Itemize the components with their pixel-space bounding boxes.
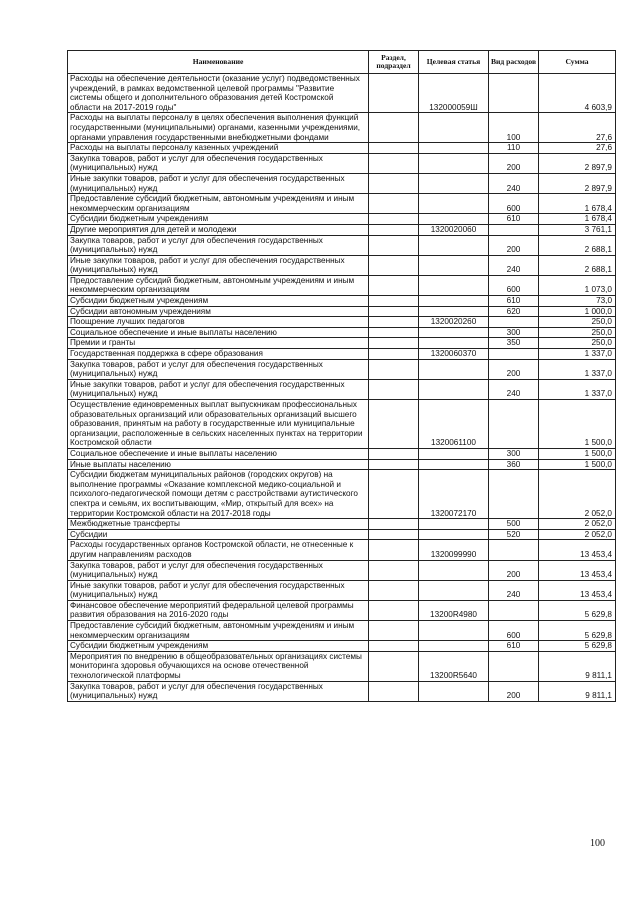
cell-section: [369, 400, 419, 449]
cell-section: [369, 560, 419, 580]
table-row: [68, 275, 616, 295]
cell-kind: 500: [489, 519, 539, 530]
table-body: [68, 74, 616, 702]
cell-section: [369, 224, 419, 235]
cell-name: Расходы на выплаты персоналу казенных учреждений: [68, 143, 369, 154]
table-row: [68, 74, 616, 113]
cell-sum: 1 073,0: [539, 275, 616, 295]
cell-kind: 200: [489, 681, 539, 701]
table-row: [68, 143, 616, 154]
cell-sum: 2 052,0: [539, 470, 616, 519]
cell-section: [369, 338, 419, 349]
cell-name: Закупка товаров, работ и услуг для обеспечения государственных (муниципальных) нужд: [68, 235, 369, 255]
cell-kind: [489, 470, 539, 519]
cell-name: Субсидии бюджетам муниципальных районов (городских округов) на выполнение программы «Оказание комплексной медико-социальной и психолого-педагогической помощи детям с расстройствами аутистического спектра и семьям, их воспитывающим, «Мир, открытый для всех» на территории Костромской области на 2017-2018 годы: [68, 470, 369, 519]
header-section: Раздел, подраздел: [369, 51, 419, 74]
cell-sum: 1 678,4: [539, 214, 616, 225]
cell-target: [419, 560, 489, 580]
cell-sum: 250,0: [539, 338, 616, 349]
cell-sum: 27,6: [539, 113, 616, 143]
cell-name: Субсидии бюджетным учреждениям: [68, 214, 369, 225]
cell-kind: 610: [489, 214, 539, 225]
cell-sum: 13 453,4: [539, 560, 616, 580]
cell-name: Предоставление субсидий бюджетным, автономным учреждениям и иным некоммерческим организациям: [68, 621, 369, 641]
table-row: [68, 400, 616, 449]
table-row: [68, 194, 616, 214]
cell-section: [369, 327, 419, 338]
cell-target: [419, 235, 489, 255]
cell-sum: 9 811,1: [539, 651, 616, 681]
cell-sum: 1 337,0: [539, 349, 616, 360]
cell-section: [369, 529, 419, 540]
cell-sum: 73,0: [539, 296, 616, 307]
cell-kind: 600: [489, 621, 539, 641]
cell-sum: 1 500,0: [539, 459, 616, 470]
cell-target: [419, 255, 489, 275]
cell-section: [369, 306, 419, 317]
cell-sum: 1 337,0: [539, 359, 616, 379]
cell-sum: 250,0: [539, 317, 616, 328]
cell-sum: 1 500,0: [539, 448, 616, 459]
cell-section: [369, 173, 419, 193]
table-row: [68, 235, 616, 255]
table-row: [68, 681, 616, 701]
cell-kind: [489, 224, 539, 235]
cell-sum: 9 811,1: [539, 681, 616, 701]
cell-sum: 13 453,4: [539, 580, 616, 600]
cell-name: Субсидии бюджетным учреждениям: [68, 641, 369, 652]
cell-name: Предоставление субсидий бюджетным, автономным учреждениям и иным некоммерческим организациям: [68, 194, 369, 214]
cell-sum: 250,0: [539, 327, 616, 338]
table-row: [68, 651, 616, 681]
cell-sum: 13 453,4: [539, 540, 616, 560]
cell-name: Другие мероприятия для детей и молодежи: [68, 224, 369, 235]
cell-sum: 27,6: [539, 143, 616, 154]
cell-sum: 1 500,0: [539, 400, 616, 449]
cell-sum: 3 761,1: [539, 224, 616, 235]
cell-name: Субсидии: [68, 529, 369, 540]
cell-target: [419, 580, 489, 600]
header-kind: Вид расходов: [489, 51, 539, 74]
cell-section: [369, 74, 419, 113]
cell-name: Осуществление единовременных выплат выпускникам профессиональных образовательных организаций или образовательных организаций высшего образования, принятым на работу в государственные или муниципальные организации, расположенные в сельских населенных пунктах на территории Костромской области: [68, 400, 369, 449]
table-row: [68, 529, 616, 540]
cell-name: Закупка товаров, работ и услуг для обеспечения государственных (муниципальных) нужд: [68, 153, 369, 173]
cell-section: [369, 214, 419, 225]
cell-kind: 600: [489, 275, 539, 295]
cell-target: [419, 459, 489, 470]
cell-section: [369, 519, 419, 530]
table-row: [68, 327, 616, 338]
cell-name: Иные закупки товаров, работ и услуг для обеспечения государственных (муниципальных) нужд: [68, 173, 369, 193]
cell-section: [369, 379, 419, 399]
cell-name: Расходы государственных органов Костромской области, не отнесенные к другим направлениям расходов: [68, 540, 369, 560]
cell-target: [419, 529, 489, 540]
cell-target: 13200R5640: [419, 651, 489, 681]
cell-section: [369, 143, 419, 154]
cell-section: [369, 235, 419, 255]
table-row: [68, 379, 616, 399]
cell-name: Поощрение лучших педагогов: [68, 317, 369, 328]
table-row: [68, 459, 616, 470]
cell-section: [369, 641, 419, 652]
cell-section: [369, 349, 419, 360]
table-row: [68, 113, 616, 143]
cell-name: Закупка товаров, работ и услуг для обеспечения государственных (муниципальных) нужд: [68, 560, 369, 580]
cell-target: [419, 113, 489, 143]
cell-target: 1320061100: [419, 400, 489, 449]
cell-kind: [489, 317, 539, 328]
table-row: [68, 317, 616, 328]
cell-target: [419, 338, 489, 349]
header-sum: Сумма: [539, 51, 616, 74]
cell-name: Премии и гранты: [68, 338, 369, 349]
cell-sum: 5 629,8: [539, 641, 616, 652]
cell-kind: [489, 400, 539, 449]
cell-section: [369, 459, 419, 470]
cell-name: Предоставление субсидий бюджетным, автономным учреждениям и иным некоммерческим организациям: [68, 275, 369, 295]
cell-section: [369, 153, 419, 173]
table-row: [68, 306, 616, 317]
cell-target: 13200R4980: [419, 600, 489, 620]
cell-section: [369, 580, 419, 600]
cell-kind: 240: [489, 173, 539, 193]
cell-kind: 610: [489, 296, 539, 307]
cell-target: [419, 641, 489, 652]
cell-target: [419, 214, 489, 225]
cell-name: Субсидии автономным учреждениям: [68, 306, 369, 317]
cell-name: Расходы на обеспечение деятельности (оказание услуг) подведомственных учреждений, в рамках ведомственной целевой программы "Развитие системы общего и дополнительного образования детей Костромской области на 2017-2019 годы": [68, 74, 369, 113]
cell-target: [419, 681, 489, 701]
cell-name: Межбюджетные трансферты: [68, 519, 369, 530]
cell-sum: 4 603,9: [539, 74, 616, 113]
table-row: [68, 621, 616, 641]
header-name: Наименование: [68, 51, 369, 74]
table-row: [68, 338, 616, 349]
cell-name: Субсидии бюджетным учреждениям: [68, 296, 369, 307]
cell-kind: 200: [489, 235, 539, 255]
table-row: [68, 580, 616, 600]
cell-target: 132000059Ш: [419, 74, 489, 113]
cell-target: [419, 519, 489, 530]
cell-kind: [489, 540, 539, 560]
cell-name: Иные выплаты населению: [68, 459, 369, 470]
cell-section: [369, 317, 419, 328]
table-row: [68, 224, 616, 235]
cell-section: [369, 113, 419, 143]
cell-section: [369, 296, 419, 307]
cell-section: [369, 359, 419, 379]
cell-name: Расходы на выплаты персоналу в целях обеспечения выполнения функций государственными (муниципальными) органами, казенными учреждениями, органами управления государственными внебюджетными фондами: [68, 113, 369, 143]
cell-target: [419, 448, 489, 459]
cell-target: 1320099990: [419, 540, 489, 560]
header-target: Целевая статья: [419, 51, 489, 74]
table-row: [68, 349, 616, 360]
cell-name: Иные закупки товаров, работ и услуг для обеспечения государственных (муниципальных) нужд: [68, 379, 369, 399]
cell-kind: 620: [489, 306, 539, 317]
cell-section: [369, 540, 419, 560]
cell-kind: 200: [489, 359, 539, 379]
cell-section: [369, 681, 419, 701]
cell-section: [369, 275, 419, 295]
cell-name: Мероприятия по внедрению в общеобразовательных организациях системы мониторинга здоровья обучающихся на основе отечественной технологической платформы: [68, 651, 369, 681]
cell-name: Социальное обеспечение и иные выплаты населению: [68, 327, 369, 338]
cell-target: [419, 306, 489, 317]
cell-name: Закупка товаров, работ и услуг для обеспечения государственных (муниципальных) нужд: [68, 681, 369, 701]
cell-kind: 240: [489, 379, 539, 399]
cell-target: [419, 379, 489, 399]
page-number: 100: [590, 838, 605, 849]
cell-target: 1320020060: [419, 224, 489, 235]
cell-sum: 2 688,1: [539, 255, 616, 275]
cell-section: [369, 448, 419, 459]
cell-section: [369, 255, 419, 275]
cell-kind: [489, 600, 539, 620]
table-row: [68, 560, 616, 580]
cell-kind: [489, 651, 539, 681]
cell-kind: 110: [489, 143, 539, 154]
cell-kind: 520: [489, 529, 539, 540]
cell-target: [419, 359, 489, 379]
cell-section: [369, 621, 419, 641]
table-row: [68, 173, 616, 193]
cell-kind: 200: [489, 560, 539, 580]
cell-name: Социальное обеспечение и иные выплаты населению: [68, 448, 369, 459]
cell-kind: 350: [489, 338, 539, 349]
cell-section: [369, 194, 419, 214]
cell-name: Иные закупки товаров, работ и услуг для обеспечения государственных (муниципальных) нужд: [68, 255, 369, 275]
table-row: [68, 214, 616, 225]
table-row: [68, 519, 616, 530]
cell-sum: 1 337,0: [539, 379, 616, 399]
cell-section: [369, 651, 419, 681]
cell-target: [419, 143, 489, 154]
cell-kind: 300: [489, 448, 539, 459]
cell-target: [419, 153, 489, 173]
cell-target: 1320060370: [419, 349, 489, 360]
table-row: [68, 540, 616, 560]
cell-name: Государственная поддержка в сфере образования: [68, 349, 369, 360]
cell-name: Финансовое обеспечение мероприятий федеральной целевой программы развития образования на 2016-2020 годы: [68, 600, 369, 620]
cell-section: [369, 600, 419, 620]
cell-target: [419, 296, 489, 307]
cell-target: [419, 194, 489, 214]
cell-target: 1320020260: [419, 317, 489, 328]
cell-kind: 240: [489, 255, 539, 275]
table-row: [68, 359, 616, 379]
cell-target: [419, 327, 489, 338]
cell-kind: 300: [489, 327, 539, 338]
cell-name: Иные закупки товаров, работ и услуг для обеспечения государственных (муниципальных) нужд: [68, 580, 369, 600]
cell-sum: 2 897,9: [539, 153, 616, 173]
cell-section: [369, 470, 419, 519]
cell-kind: 360: [489, 459, 539, 470]
cell-kind: [489, 349, 539, 360]
table-row: [68, 641, 616, 652]
cell-sum: 5 629,8: [539, 621, 616, 641]
table-row: [68, 255, 616, 275]
cell-target: [419, 621, 489, 641]
cell-sum: 2 897,9: [539, 173, 616, 193]
cell-kind: 240: [489, 580, 539, 600]
cell-kind: 610: [489, 641, 539, 652]
table-row: [68, 153, 616, 173]
cell-target: [419, 173, 489, 193]
cell-target: [419, 275, 489, 295]
cell-kind: [489, 74, 539, 113]
cell-sum: 2 052,0: [539, 519, 616, 530]
cell-sum: 2 688,1: [539, 235, 616, 255]
table-header-row: [68, 51, 616, 74]
cell-sum: 1 000,0: [539, 306, 616, 317]
cell-sum: 5 629,8: [539, 600, 616, 620]
table-row: [68, 296, 616, 307]
table-row: [68, 448, 616, 459]
cell-sum: 1 678,4: [539, 194, 616, 214]
table-row: [68, 600, 616, 620]
cell-sum: 2 052,0: [539, 529, 616, 540]
budget-table: [67, 50, 616, 702]
cell-kind: 100: [489, 113, 539, 143]
cell-name: Закупка товаров, работ и услуг для обеспечения государственных (муниципальных) нужд: [68, 359, 369, 379]
cell-kind: 600: [489, 194, 539, 214]
table-row: [68, 470, 616, 519]
cell-kind: 200: [489, 153, 539, 173]
cell-target: 1320072170: [419, 470, 489, 519]
